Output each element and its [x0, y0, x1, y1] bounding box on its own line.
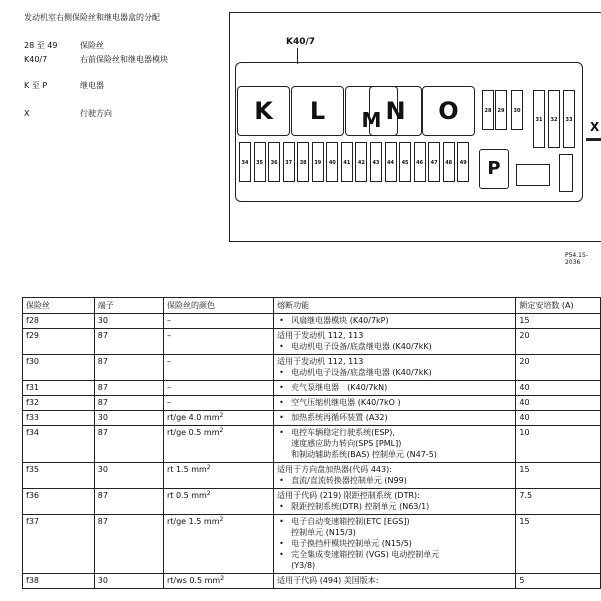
- fuse-48: 48: [443, 142, 455, 182]
- relay-o: O: [422, 86, 475, 136]
- fuse-46: 46: [414, 142, 426, 182]
- function-line: 加热系统再循环装置 (A32): [291, 413, 388, 422]
- fuse-49: 49: [457, 142, 469, 182]
- color-text: rt/ge 0.5 mm: [166, 428, 220, 437]
- cell-fuse: f29: [23, 329, 95, 355]
- relay-n: N: [369, 86, 422, 136]
- fuse-47: 47: [428, 142, 440, 182]
- cell-function: [274, 396, 516, 411]
- table-row: [23, 396, 601, 411]
- cell-terminal: 87: [94, 489, 163, 515]
- function-line: 电动机电子设备/底盘继电器 (K40/7kK): [291, 342, 432, 351]
- function-line: 风扇继电器模块 (K40/7kP): [291, 316, 389, 325]
- fuse-38: 38: [297, 142, 309, 182]
- fuse-36: 36: [268, 142, 280, 182]
- cell-function: [274, 329, 516, 355]
- cell-terminal: 87: [94, 426, 163, 463]
- color-text: –: [166, 316, 171, 325]
- fuse-35: 35: [254, 142, 266, 182]
- direction-label: X: [590, 120, 600, 134]
- table-row: [23, 463, 601, 489]
- table-row: [23, 574, 601, 589]
- cell-function: [274, 489, 516, 515]
- color-text: –: [166, 357, 171, 366]
- table-row: [23, 355, 601, 381]
- unit-exponent: 2: [220, 575, 225, 582]
- relay-l: L: [291, 86, 344, 136]
- table-row: [23, 426, 601, 463]
- function-line: 速度感应助力转向(SPS [PML]): [291, 439, 402, 448]
- fuse-29: 29: [495, 90, 507, 130]
- legend-code: K40/7: [24, 55, 48, 64]
- color-text: rt 1.5 mm: [166, 465, 207, 474]
- cell-amperage: 5: [516, 574, 601, 589]
- function-line: 限距控制系统(DTR) 控制单元 (N63/1): [291, 502, 430, 511]
- cell-color: [163, 463, 273, 489]
- color-text: rt/ws 0.5 mm: [166, 576, 221, 585]
- cell-amperage: 40: [516, 396, 601, 411]
- module-label: K40/7: [286, 37, 316, 47]
- cell-color: [163, 411, 273, 426]
- cell-color: [163, 329, 273, 355]
- function-line: (Y3/8): [291, 561, 316, 570]
- fuse-45: 45: [399, 142, 411, 182]
- cell-amperage: 20: [516, 355, 601, 381]
- cell-function: [274, 574, 516, 589]
- cell-function: [274, 463, 516, 489]
- function-line: 适用于发动机 112, 113: [277, 357, 364, 366]
- header-fuse: 保险丝: [23, 298, 95, 314]
- connector-slot: [559, 154, 573, 192]
- cell-function: [274, 355, 516, 381]
- cell-fuse: f31: [23, 381, 95, 396]
- cell-fuse: f35: [23, 463, 95, 489]
- header-amperage: 额定安培数 (A): [516, 298, 601, 314]
- cell-color: [163, 355, 273, 381]
- fuse-41: 41: [341, 142, 353, 182]
- cell-amperage: 15: [516, 463, 601, 489]
- legend-desc: 继电器: [80, 81, 104, 90]
- cell-amperage: 7.5: [516, 489, 601, 515]
- fuse-34: 34: [239, 142, 251, 182]
- function-line: 电子自动变速箱控制(ETC [EGS]): [291, 517, 410, 526]
- cell-terminal: 87: [94, 381, 163, 396]
- table-row: [23, 411, 601, 426]
- color-text: rt/ge 1.5 mm: [166, 517, 220, 526]
- cell-fuse: f33: [23, 411, 95, 426]
- cell-amperage: 20: [516, 329, 601, 355]
- cell-function: [274, 515, 516, 574]
- cell-terminal: 87: [94, 515, 163, 574]
- function-line: 空气压缩机继电器 (K40/7kO ): [291, 398, 401, 407]
- color-text: –: [166, 331, 171, 340]
- function-line: 电动机电子设备/底盘继电器 (K40/7kK): [291, 368, 432, 377]
- function-line: 直流/直流转换器控制单元 (N99): [291, 476, 407, 485]
- cell-fuse: f30: [23, 355, 95, 381]
- cell-terminal: 87: [94, 355, 163, 381]
- cell-function: [274, 426, 516, 463]
- cell-amperage: 10: [516, 426, 601, 463]
- function-line: 控制单元 (N15/3): [291, 528, 356, 537]
- cell-fuse: f34: [23, 426, 95, 463]
- fuse-40: 40: [326, 142, 338, 182]
- fuse-44: 44: [385, 142, 397, 182]
- cell-color: [163, 515, 273, 574]
- cell-amperage: 40: [516, 411, 601, 426]
- connector-block: [516, 164, 550, 186]
- table-row: [23, 515, 601, 574]
- cell-amperage: 15: [516, 314, 601, 329]
- table-row: [23, 381, 601, 396]
- table-row: [23, 314, 601, 329]
- fuse-39: 39: [312, 142, 324, 182]
- cell-fuse: f37: [23, 515, 95, 574]
- unit-exponent: 2: [219, 427, 224, 434]
- cell-terminal: 87: [94, 329, 163, 355]
- legend-code: X: [24, 109, 30, 118]
- function-line: 和制动辅助系统(BAS) 控制单元 (N47-5): [291, 450, 437, 459]
- table-row: [23, 489, 601, 515]
- cell-function: [274, 381, 516, 396]
- direction-arrow-icon: [586, 138, 601, 141]
- relay-k: K: [237, 86, 290, 136]
- figure-reference: P54.15-2036: [565, 252, 588, 266]
- fuse-30: 30: [511, 90, 523, 130]
- unit-exponent: 2: [219, 516, 224, 523]
- relay-p: P: [479, 149, 509, 189]
- function-line: 适用于代码 (219) 限距控制系统 (DTR):: [277, 491, 420, 500]
- legend-desc: 右前保险丝和继电器模块: [80, 55, 168, 64]
- function-line: 电子换挡杆模块控制单元 (N15/5): [291, 539, 412, 548]
- cell-terminal: 30: [94, 574, 163, 589]
- cell-terminal: 87: [94, 396, 163, 411]
- function-line: 适用于发动机 112, 113: [277, 331, 364, 340]
- cell-color: [163, 426, 273, 463]
- fuse-table: [22, 297, 601, 589]
- cell-color: [163, 314, 273, 329]
- legend-code: K 至 P: [24, 81, 48, 90]
- cell-fuse: f28: [23, 314, 95, 329]
- cell-color: [163, 574, 273, 589]
- function-line: 电控车辆稳定行驶系统(ESP),: [291, 428, 395, 437]
- cell-terminal: 30: [94, 411, 163, 426]
- table-body: [23, 314, 601, 589]
- cell-color: [163, 381, 273, 396]
- cell-color: [163, 489, 273, 515]
- fuse-31: 31: [533, 90, 545, 148]
- color-text: –: [166, 398, 171, 407]
- fuse-28: 28: [482, 90, 494, 130]
- color-text: rt 0.5 mm: [166, 491, 207, 500]
- unit-exponent: 2: [206, 464, 211, 471]
- cell-function: [274, 314, 516, 329]
- legend-desc: 保险丝: [80, 41, 104, 50]
- header-color: 保险丝的颜色: [163, 298, 273, 314]
- header-terminal: 端子: [94, 298, 163, 314]
- cell-fuse: f38: [23, 574, 95, 589]
- fuse-43: 43: [370, 142, 382, 182]
- color-text: rt/ge 4.0 mm: [166, 413, 220, 422]
- color-text: –: [166, 383, 171, 392]
- cell-fuse: f36: [23, 489, 95, 515]
- table-row: [23, 329, 601, 355]
- relay-m: M: [345, 86, 398, 136]
- function-line: 充气泵继电器 (K40/7kN): [291, 383, 388, 392]
- unit-exponent: 2: [219, 412, 224, 419]
- function-line: 适用于方向盘加热器(代码 443):: [277, 465, 392, 474]
- cell-amperage: 15: [516, 515, 601, 574]
- cell-terminal: 30: [94, 463, 163, 489]
- table-header-row: [23, 298, 601, 314]
- function-line: 完全集成变速箱控制 (VGS) 电动控制单元: [291, 550, 440, 559]
- cell-fuse: f32: [23, 396, 95, 411]
- cell-amperage: 40: [516, 381, 601, 396]
- unit-exponent: 2: [206, 490, 211, 497]
- cell-terminal: 30: [94, 314, 163, 329]
- fuse-42: 42: [355, 142, 367, 182]
- fuse-32: 32: [548, 90, 560, 148]
- fuse-33: 33: [563, 90, 575, 148]
- page-title: 发动机室右侧保险丝和继电器盒的分配: [24, 13, 160, 22]
- fuse-box-diagram: [229, 12, 601, 272]
- legend-desc: 行驶方向: [80, 109, 112, 118]
- header-function: 熔断功能: [274, 298, 516, 314]
- cell-color: [163, 396, 273, 411]
- legend-code: 28 至 49: [24, 41, 58, 50]
- cell-function: [274, 411, 516, 426]
- fuse-37: 37: [283, 142, 295, 182]
- function-line: 适用于代码 (494) 美国版本:: [277, 576, 379, 585]
